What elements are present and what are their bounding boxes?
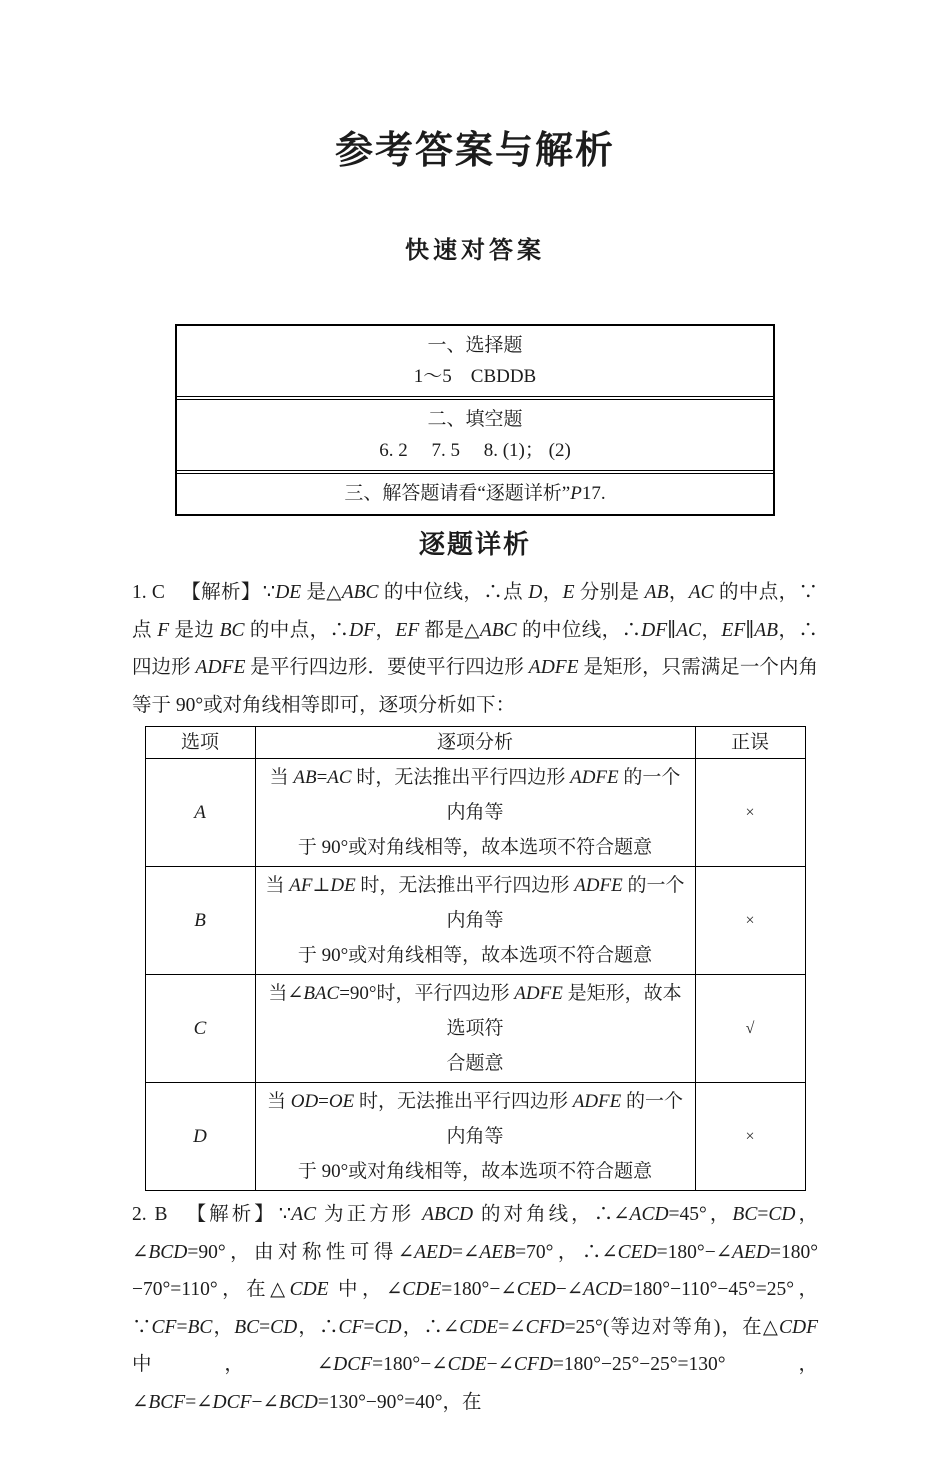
option-analysis-table xyxy=(145,726,806,1191)
solution-2-label: 【解析】 xyxy=(183,1204,277,1225)
option-letter-c: C xyxy=(145,975,255,1083)
option-analysis-c: 当∠BAC=90°时，平行四边形 ADFE 是矩形，故本选项符 合题意 xyxy=(255,975,695,1083)
solution-paragraph-2 xyxy=(132,1196,818,1421)
solution-paragraph-1 xyxy=(132,574,818,724)
answer-key-page xyxy=(0,128,950,1472)
option-letter-d: D xyxy=(145,1083,255,1191)
table-row-option-c xyxy=(145,975,805,1083)
header-option: 选项 xyxy=(145,727,255,759)
table-row-option-b xyxy=(145,867,805,975)
option-analysis-d: 当 OD=OE 时，无法推出平行四边形 ADFE 的一个内角等 于 90°或对角线相等，故本选项不符合题意 xyxy=(255,1083,695,1191)
option-letter-a: A xyxy=(145,759,255,867)
table-row-option-a xyxy=(145,759,805,867)
option-analysis-header xyxy=(145,727,805,759)
header-analysis: 逐项分析 xyxy=(255,727,695,759)
quick-row-solution xyxy=(177,470,773,514)
quick-row-fill-text: 二、填空题 6. 2 7. 5 8. (1)； (2) xyxy=(379,409,571,461)
option-analysis-a: 当 AB=AC 时，无法推出平行四边形 ADFE 的一个内角等 于 90°或对角线相等，故本选项不符合题意 xyxy=(255,759,695,867)
solution-1-label: 【解析】 xyxy=(180,582,261,603)
solution-1-number: 1. C xyxy=(132,582,165,603)
option-verdict-b: × xyxy=(695,867,805,975)
quick-answers-table xyxy=(175,324,775,516)
option-verdict-a: × xyxy=(695,759,805,867)
table-row-option-d xyxy=(145,1083,805,1191)
option-verdict-d: × xyxy=(695,1083,805,1191)
option-analysis-b: 当 AF⊥DE 时，无法推出平行四边形 ADFE 的一个内角等 于 90°或对角线相等，故本选项不符合题意 xyxy=(255,867,695,975)
detailed-analysis-heading: 逐题详析 xyxy=(418,529,531,559)
option-letter-b: B xyxy=(145,867,255,975)
quick-answers-heading: 快速对答案 xyxy=(405,237,545,264)
header-row xyxy=(145,727,805,759)
solution-2-number: 2. B xyxy=(132,1204,168,1225)
quick-row-solution-text: 三、解答题请看“逐题详析”P17. xyxy=(344,483,606,504)
quick-row-choice xyxy=(177,326,773,396)
page-title: 参考答案与解析 xyxy=(334,130,615,172)
header-verdict: 正误 xyxy=(695,727,805,759)
quick-row-fill xyxy=(177,396,773,470)
quick-row-choice-text: 一、选择题 1～5 CBDDB xyxy=(413,335,537,387)
option-verdict-c: √ xyxy=(695,975,805,1083)
solution-1-body: ∵DE 是△ABC 的中位线，∴点 D，E 分别是 AB，AC 的中点，∵点 F 是边 BC 的中点，∴DF，EF 都是△ABC 的中位线，∴DF∥AC，EF∥AB，∴四边形 ADFE 是平行四边形．要使平行四边形 ADFE 是矩形，只需满足一个内角等于 90°或对角线相等即可，逐项分析如下： xyxy=(132,582,818,716)
solution-2-body: ∵AC 为正方形 ABCD 的对角线，∴∠ACD=45°，BC=CD，∠BCD=90°，由对称性可得∠AED=∠AEB=70°，∴∠CED=180°−∠AED=180°−70°=110°，在△CDE 中，∠CDE=180°−∠CED−∠ACD=180°−110°−45°=25°，∵CF=BC，BC=CD，∴CF=CD，∴∠CDE=∠CFD=25°(等边对等角)，在△CDF 中，∠DCF=180°−∠CDE−∠CFD=180°−25°−25°=130°，∠BCF=∠DCF−∠BCD=130°−90°=40°，在 xyxy=(132,1204,818,1413)
